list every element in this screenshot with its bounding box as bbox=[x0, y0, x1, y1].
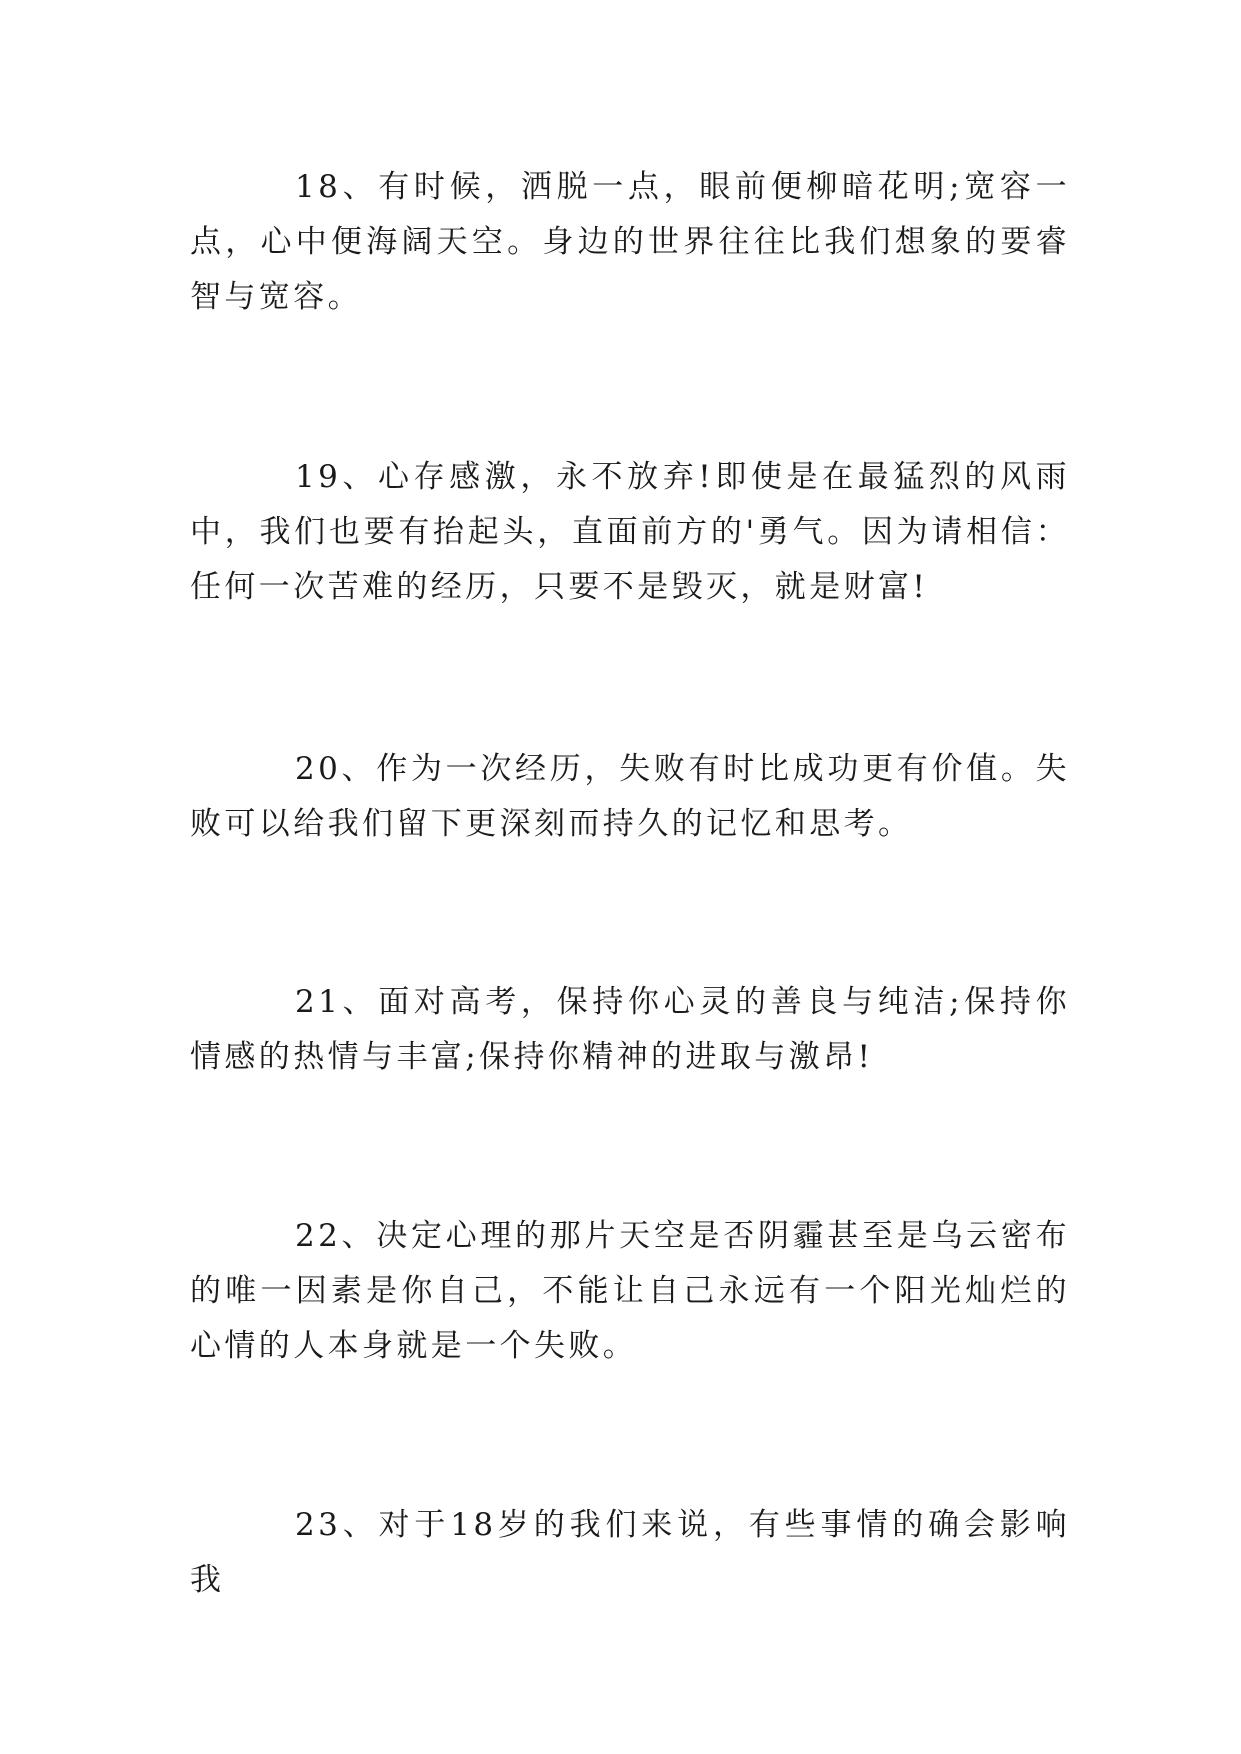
paragraph-18: 18、有时候，洒脱一点，眼前便柳暗花明;宽容一点，心中便海阔天空。身边的世界往往比我们想象的要睿智与宽容。 bbox=[190, 169, 1070, 315]
paragraph-23: 23、对于18岁的我们来说，有些事情的确会影响我 bbox=[190, 1507, 1070, 1598]
paragraph-21: 21、面对高考，保持你心灵的善良与纯洁;保持你情感的热情与丰富;保持你精神的进取与激昂! bbox=[190, 984, 1070, 1075]
paragraph-20: 20、作为一次经历，失败有时比成功更有价值。失败可以给我们留下更深刻而持久的记忆和思考。 bbox=[190, 751, 1070, 842]
paragraph-22: 22、决定心理的那片天空是否阴霾甚至是乌云密布的唯一因素是你自己，不能让自己永远有一个阳光灿烂的心情的人本身就是一个失败。 bbox=[190, 1218, 1070, 1364]
paragraph-19: 19、心存感激，永不放弃!即使是在最猛烈的风雨中，我们也要有抬起头，直面前方的'勇气。因为请相信：任何一次苦难的经历，只要不是毁灭，就是财富! bbox=[190, 459, 1070, 605]
